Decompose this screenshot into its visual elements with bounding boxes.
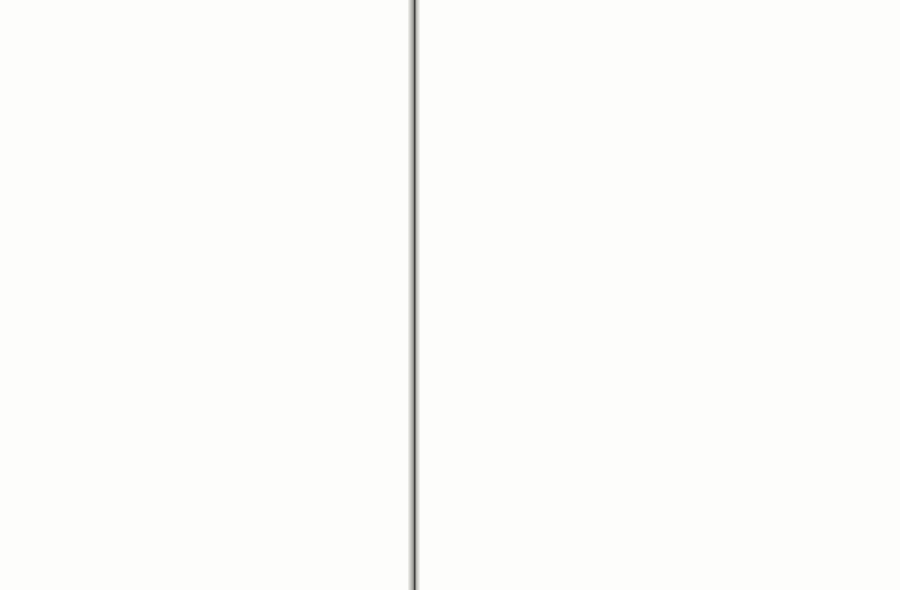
book-gutter: [408, 0, 420, 590]
right-page: [420, 0, 900, 590]
left-page: [0, 0, 408, 590]
